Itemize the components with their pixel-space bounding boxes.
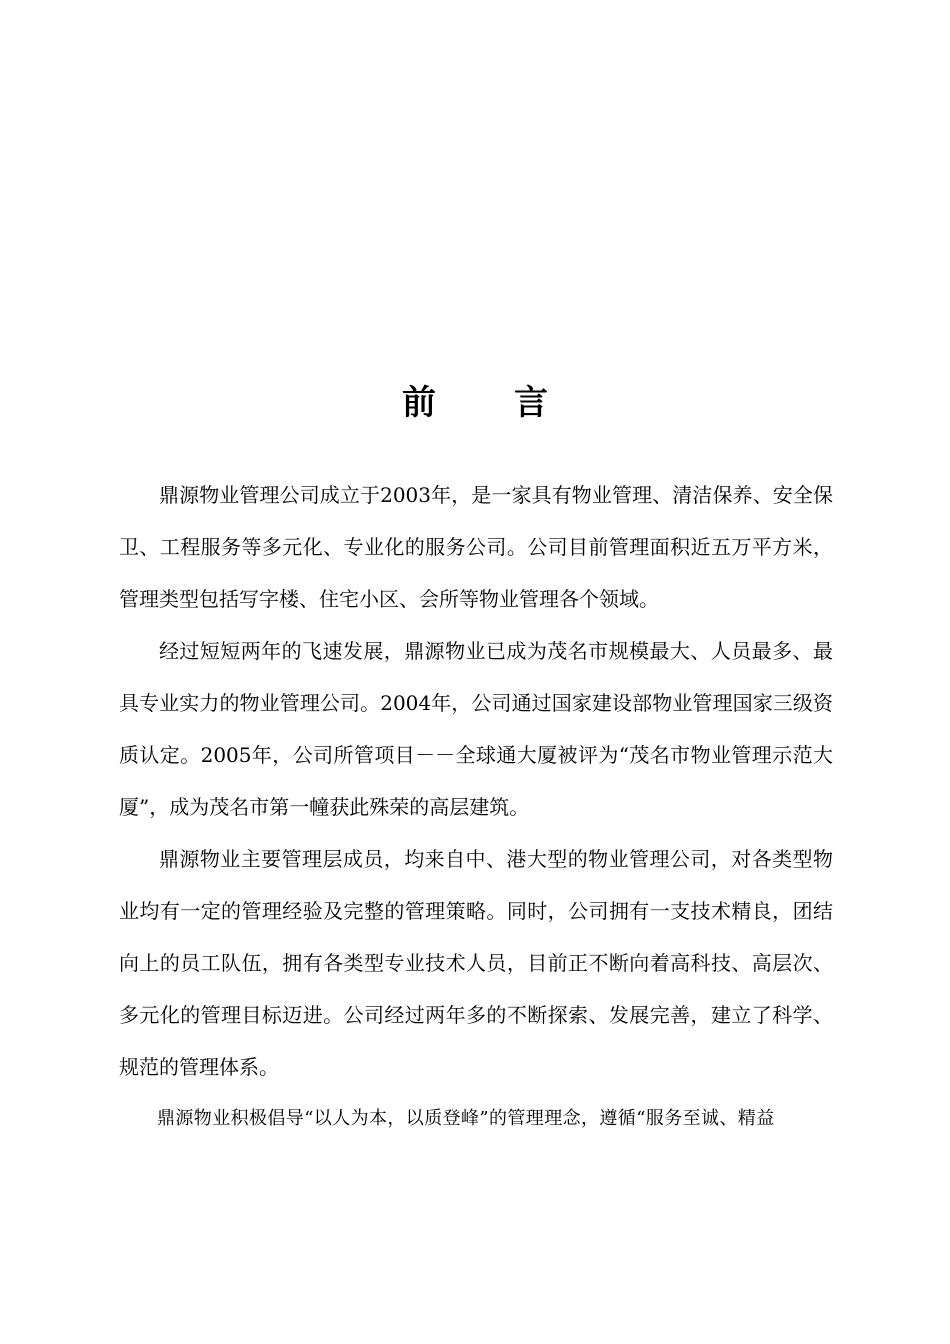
body-text xyxy=(119,469,833,1145)
paragraph-1: 鼎源物业管理公司成立于2003年，是一家具有物业管理、清洁保养、安全保卫、工程服务等多元化、专业化的服务公司。公司目前管理面积近五万平方米，管理类型包括写字楼、住宅小区、会所等物业管理各个领域。 xyxy=(119,483,833,611)
paragraph-4: 鼎源物业积极倡导“以人为本，以质登峰”的管理理念，遵循“服务至诚、精益 xyxy=(157,1108,775,1129)
paragraph-3: 鼎源物业主要管理层成员，均来自中、港大型的物业管理公司，对各类型物业均有一定的管理经验及完整的管理策略。同时，公司拥有一支技术精良，团结向上的员工队伍，拥有各类型专业技术人员，目前正不断向着高科技、高层次、多元化的管理目标迈进。公司经过两年多的不断探索、发展完善，建立了科学、规范的管理体系。 xyxy=(119,847,833,1079)
paragraph-2: 经过短短两年的飞速发展，鼎源物业已成为茂名市规模最大、人员最多、最具专业实力的物业管理公司。2004年，公司通过国家建设部物业管理国家三级资质认定。2005年，公司所管项目－－全球通大厦被评为“茂名市物业管理示范大厦”，成为茂名市第一幢获此殊荣的高层建筑。 xyxy=(119,639,833,819)
page-title: 前言 xyxy=(402,383,626,423)
